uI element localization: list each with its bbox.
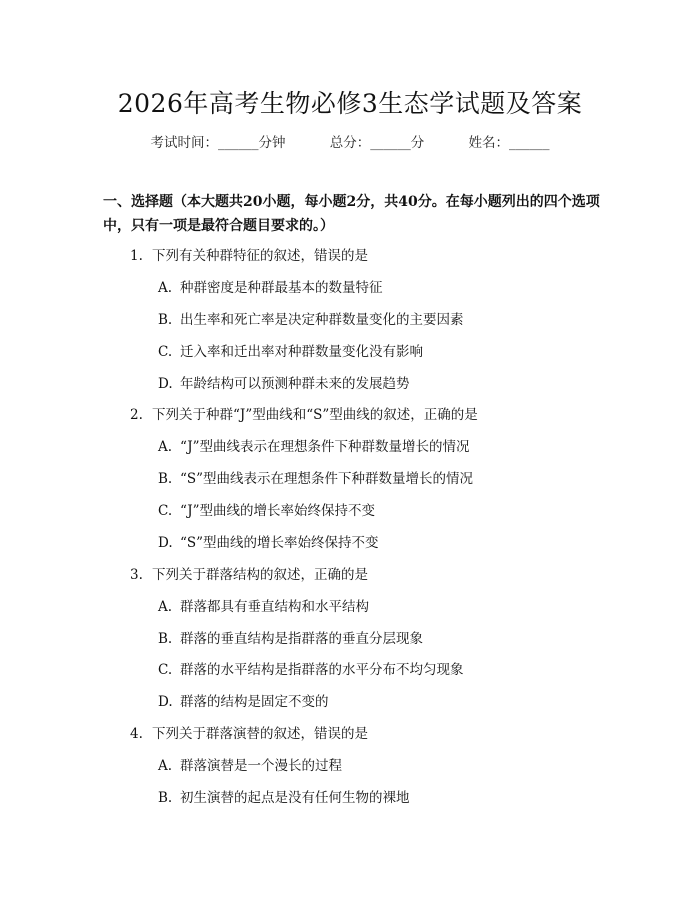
option-3a [158, 595, 369, 615]
option-letter: B. [158, 312, 173, 328]
option-letter: B. [158, 790, 173, 806]
question-number: 4. [130, 726, 143, 742]
question-1 [130, 244, 368, 264]
page-title: 2026年高考生物必修3生态学试题及答案 [117, 89, 583, 118]
question-text: 下列有关种群特征的叙述，错误的是 [152, 248, 368, 264]
option-text: “J”型曲线表示在理想条件下种群数量增长的情况 [180, 439, 470, 455]
option-text: 年龄结构可以预测种群未来的发展趋势 [180, 376, 410, 392]
question-3 [130, 563, 368, 583]
question-number: 1. [130, 248, 143, 264]
option-letter: A. [158, 439, 173, 455]
option-text: 群落的垂直结构是指群落的垂直分层现象 [180, 631, 423, 647]
option-text: 群落演替是一个漫长的过程 [180, 758, 342, 774]
exam-score: 总分：______分 [329, 135, 425, 151]
option-2b [158, 467, 473, 487]
option-letter: A. [158, 758, 173, 774]
option-text: “S”型曲线的增长率始终保持不变 [180, 535, 379, 551]
option-2d [158, 531, 379, 551]
question-text: 下列关于群落结构的叙述，正确的是 [152, 567, 368, 583]
option-text: 初生演替的起点是没有任何生物的裸地 [180, 790, 410, 806]
option-letter: B. [158, 631, 173, 647]
option-letter: B. [158, 471, 173, 487]
option-letter: D. [158, 535, 173, 551]
option-text: 群落的水平结构是指群落的水平分布不均匀现象 [180, 662, 464, 678]
option-text: 群落都具有垂直结构和水平结构 [180, 599, 369, 615]
option-letter: C. [158, 344, 173, 360]
exam-time: 考试时间：______分钟 [150, 135, 286, 151]
option-3b [158, 627, 423, 647]
option-3c [158, 658, 464, 678]
option-2c [158, 499, 375, 519]
question-text: 下列关于种群“J”型曲线和“S”型曲线的叙述，正确的是 [152, 407, 478, 423]
option-1d [158, 372, 410, 392]
option-text: 群落的结构是固定不变的 [180, 694, 329, 710]
option-letter: A. [158, 280, 173, 296]
option-2a [158, 435, 470, 455]
option-text: 迁入率和迁出率对种群数量变化没有影响 [180, 344, 423, 360]
question-text: 下列关于群落演替的叙述，错误的是 [152, 726, 368, 742]
option-3d [158, 690, 329, 710]
option-letter: D. [158, 376, 173, 392]
question-number: 3. [130, 567, 143, 583]
section-heading: 一、选择题（本大题共20小题，每小题2分，共40分。在每小题列出的四个选项中，只有一项是最符合题目要求的。） [103, 194, 600, 234]
question-4 [130, 722, 368, 742]
option-text: “J”型曲线的增长率始终保持不变 [180, 503, 376, 519]
exam-name: 姓名：______ [468, 135, 550, 151]
option-4a [158, 754, 342, 774]
question-number: 2. [130, 407, 143, 423]
option-4b [158, 786, 410, 806]
option-text: 出生率和死亡率是决定种群数量变化的主要因素 [180, 312, 464, 328]
option-letter: C. [158, 503, 173, 519]
option-text: “S”型曲线表示在理想条件下种群数量增长的情况 [180, 471, 474, 487]
option-1c [158, 340, 423, 360]
exam-meta [0, 131, 700, 151]
option-letter: A. [158, 599, 173, 615]
option-letter: D. [158, 694, 173, 710]
option-1a [158, 276, 383, 296]
question-2 [130, 403, 478, 423]
option-letter: C. [158, 662, 173, 678]
option-1b [158, 308, 464, 328]
option-text: 种群密度是种群最基本的数量特征 [180, 280, 383, 296]
